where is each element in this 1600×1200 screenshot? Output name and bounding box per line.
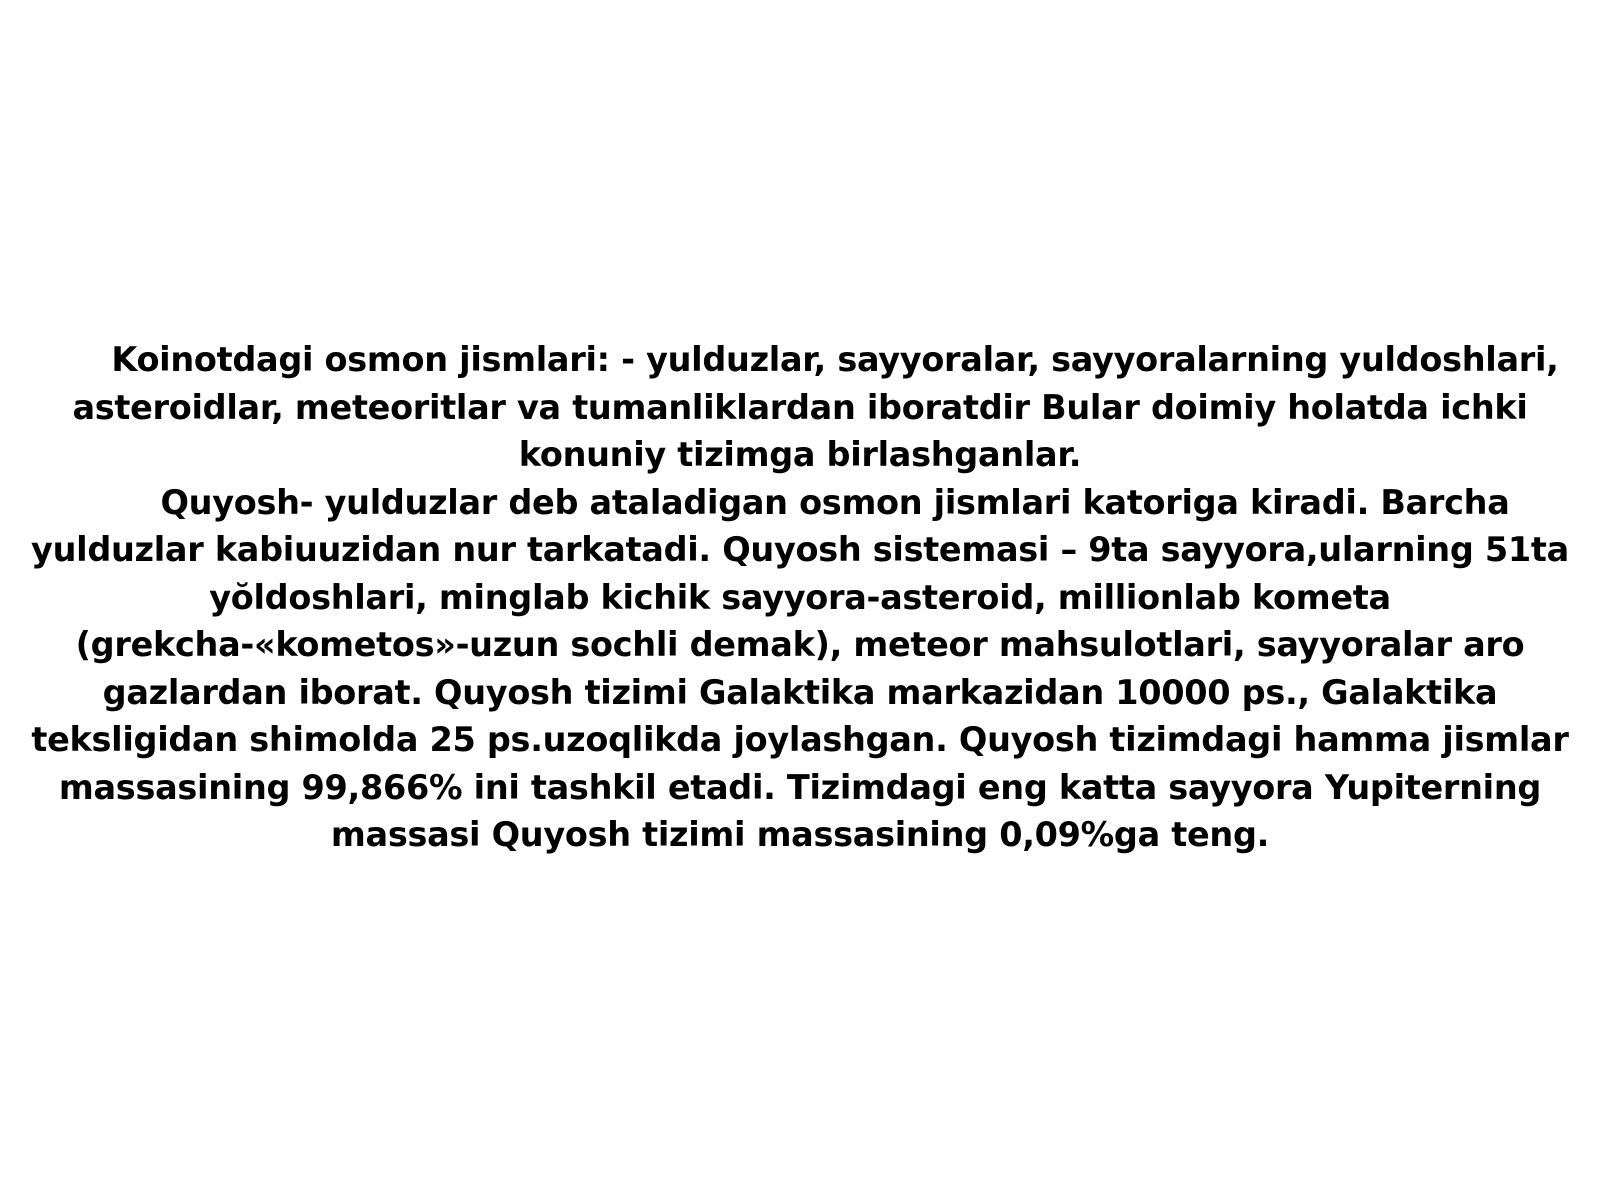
paragraph-text: Quyosh- yulduzlar deb ataladigan osmon jismlari katoriga kiradi. Barcha yulduzlar kabiuuzidan nur tarkatadi. Quyosh sistemasi – 9ta sayyora,ularning 51ta yŏldoshlari, minglab kichik sayyora-asteroid, millionlab kometa (grekcha-«kometos»-uzun sochli demak), meteor mahsulotlari, sayyoralar aro gazlardan iborat. Quyosh tizimi Galaktika markazidan 10000 ps., Galaktika teksligidan shimolda 25 ps.uzoqlikda joylashgan. Quyosh tizimdagi hamma jismlar massasining 99,866% ini tashkil etadi. Tizimdagi eng katta sayyora Yupiterning massasi Quyosh tizimi massasining 0,09%ga teng. <box>31 482 1569 854</box>
body-text <box>15 336 1585 859</box>
paragraph-text: Koinotdagi osmon jismlari: - yulduzlar, sayyoralar, sayyoralarning yuldoshlari, asteroidlar, meteoritlar va tumanliklardan iboratdir Bular doimiy holatda ichki konuniy tizimga birlashganlar. <box>72 340 1559 474</box>
paragraph-celestial-bodies <box>15 336 1585 479</box>
paragraph-solar-system <box>15 479 1585 859</box>
